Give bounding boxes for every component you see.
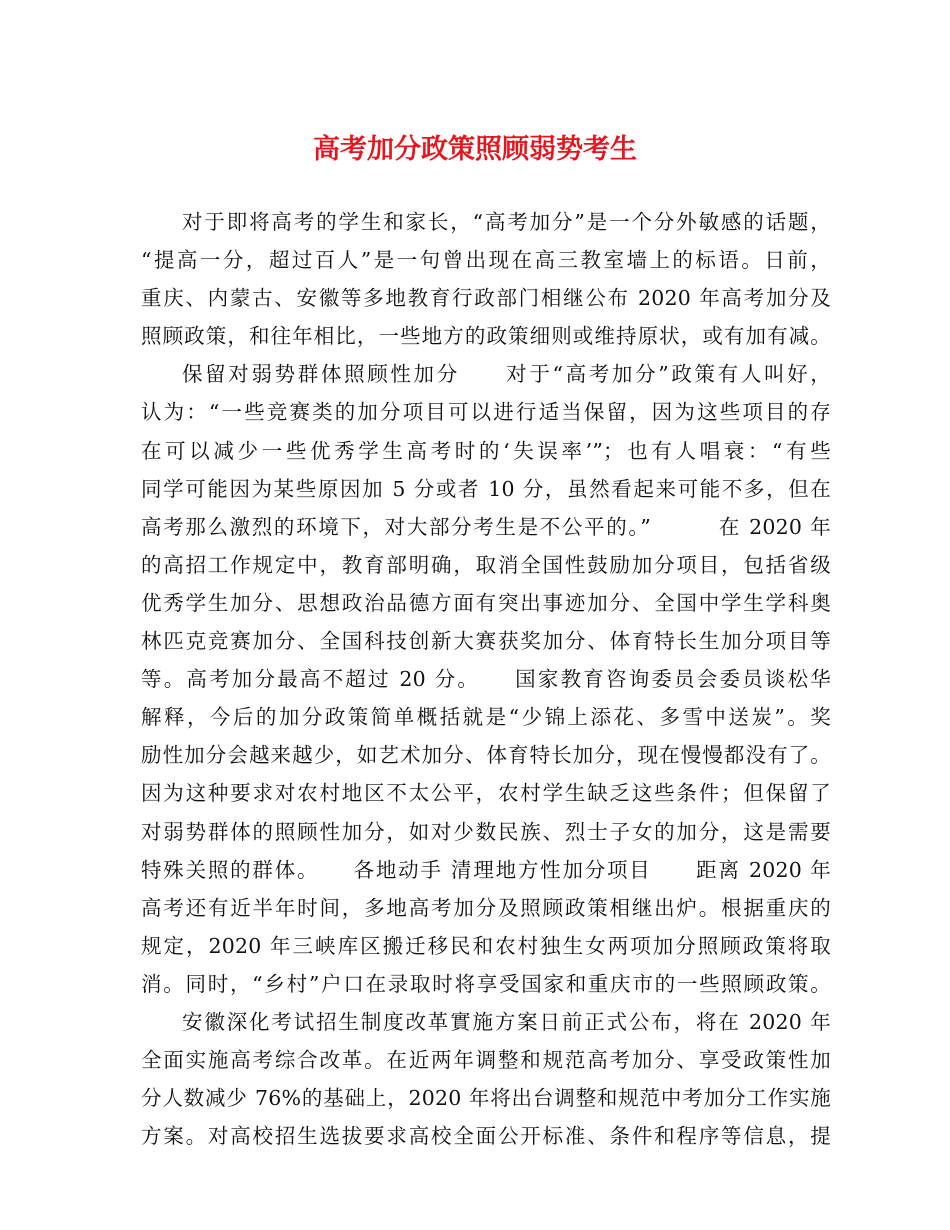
- text-line: 保留对弱势群体照顾性加分 对于“高考加分”政策有人叫好，: [182, 362, 831, 387]
- text-line: 解释，今后的加分政策简单概括就是“少锦上添花、多雪中送炭”。奖: [141, 705, 831, 730]
- text-line: 消。同时，“乡村”户口在录取时将享受国家和重庆市的一些照顾政策。: [141, 971, 831, 996]
- text-line: 全面实施高考综合改革。在近两年调整和规范高考加分、享受政策性加: [141, 1048, 831, 1073]
- text-line: 高考那么激烈的环境下，对大部分考生是不公平的。” 在 2020 年: [141, 514, 831, 539]
- text-line: 因为这种要求对农村地区不太公平，农村学生缺乏这些条件；但保留了: [141, 781, 831, 806]
- text-line: 林匹克竞赛加分、全国科技创新大赛获奖加分、体育特长生加分项目等: [141, 629, 831, 654]
- text-line: 分人数减少 76%的基础上，2020 年将出台调整和规范中考加分工作实施: [141, 1086, 831, 1111]
- text-line: 同学可能因为某些原因加 5 分或者 10 分，虽然看起来可能不多，但在: [141, 476, 831, 501]
- text-line: 安徽深化考试招生制度改革實施方案日前正式公布，将在 2020 年: [182, 1009, 831, 1034]
- text-line: 照顾政策，和往年相比，一些地方的政策细则或维持原状，或有加有减。: [141, 324, 831, 349]
- text-line: “提高一分，超过百人”是一句曾出现在高三教室墙上的标语。日前，: [141, 248, 831, 273]
- text-line: 励性加分会越来越少，如艺术加分、体育特长加分，现在慢慢都没有了。: [141, 743, 831, 768]
- text-line: 高考还有近半年时间，多地高考加分及照顾政策相继出炉。根据重庆的: [141, 895, 831, 920]
- text-line: 优秀学生加分、思想政治品德方面有突出事迹加分、全国中学生学科奥: [141, 590, 831, 615]
- text-line: 对弱势群体的照顾性加分，如对少数民族、烈士子女的加分，这是需要: [141, 819, 831, 844]
- text-line: 特殊关照的群体。 各地动手 清理地方性加分项目 距离 2020 年: [141, 857, 831, 882]
- text-line: 的高招工作规定中，教育部明确，取消全国性鼓励加分项目，包括省级: [141, 552, 831, 577]
- text-line: 认为：“一些竞赛类的加分项目可以进行适当保留，因为这些项目的存: [141, 400, 831, 425]
- text-line: 在可以减少一些优秀学生高考时的‘失误率’”；也有人唱衰：“有些: [141, 438, 831, 463]
- document-body: [141, 203, 831, 1155]
- text-line: 重庆、内蒙古、安徽等多地教育行政部门相继公布 2020 年高考加分及: [141, 286, 831, 311]
- text-line: 规定，2020 年三峡库区搬迁移民和农村独生女两项加分照顾政策将取: [141, 933, 831, 958]
- text-line: 方案。对高校招生选拔要求高校全面公开标准、条件和程序等信息，提: [141, 1124, 831, 1149]
- text-line: 对于即将高考的学生和家长，“高考加分”是一个分外敏感的话题，: [182, 210, 831, 234]
- document-title: 高考加分政策照顾弱势考生: [313, 134, 637, 165]
- text-line: 等。高考加分最高不超过 20 分。 国家教育咨询委员会委员谈松华: [141, 667, 831, 692]
